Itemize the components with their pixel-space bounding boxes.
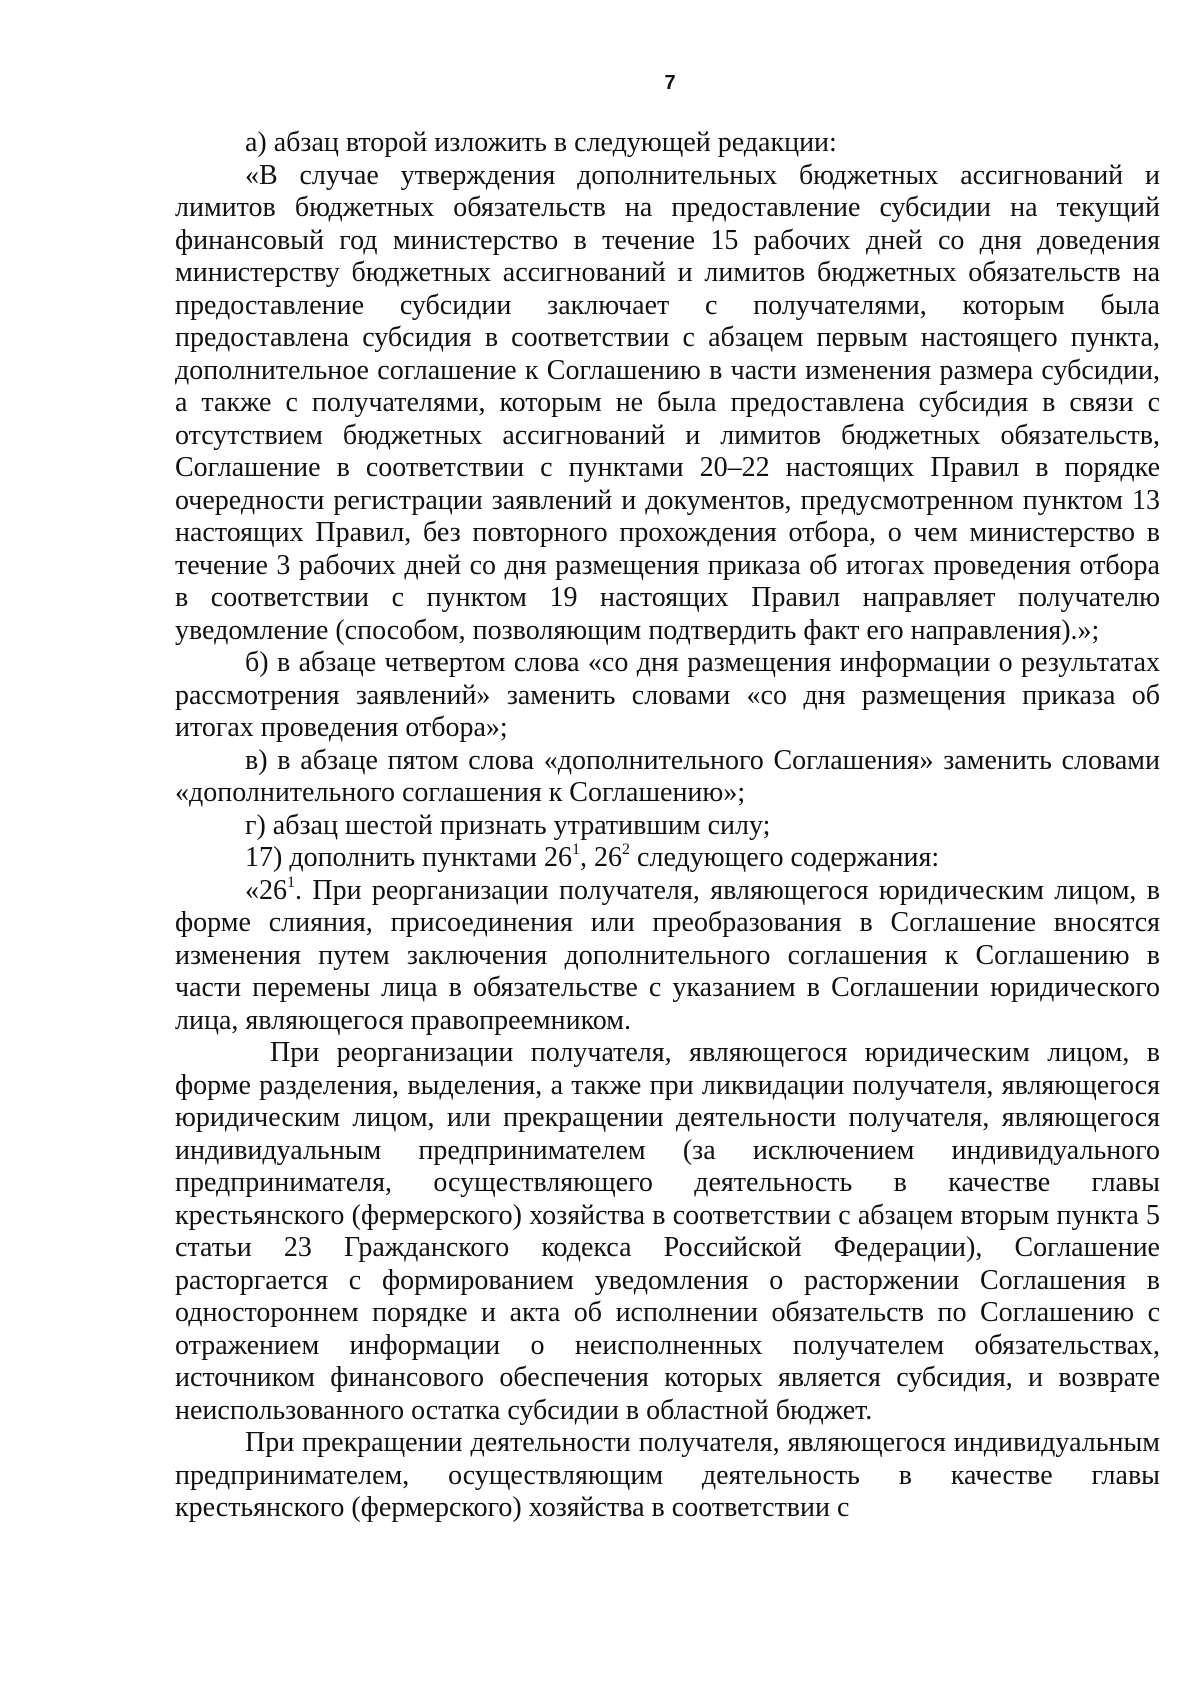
paragraph-quoted-new-text: «В случае утверждения дополнительных бюджетных ассигнований и лимитов бюджетных обязательств на предоставление субсидии на текущий финансовый год министерство в течение 15 рабочих дней со дня доведения министерству бюджетных ассигнований и лимитов бюджетных обязательств на предоставление субсидии заключает с получателями, которым была предоставлена субсидия в соответствии с абзацем первым настоящего пункта, дополнительное соглашение к Соглашению в части изменения размера субсидии, а также с получателями, которым не была предоставлена субсидия в связи с отсутствием бюджетных ассигнований и лимитов бюджетных обязательств, Соглашение в соответствии с пунктами 20–22 настоящих Правил в порядке очередности регистрации заявлений и документов, предусмотренном пунктом 13 настоящих Правил, без повторного прохождения отбора, о чем министерство в течение 3 рабочих дней со дня размещения приказа об итогах проведения отбора в соответствии с пунктом 19 настоящих Правил направляет получателю уведомление (способом, позволяющим подтвердить факт его направления).»;: [175, 159, 1160, 646]
paragraph-b: б) в абзаце четвертом слова «со дня размещения информации о результатах рассмотрения заявлений» заменить словами «со дня размещения приказа об итогах проведения отбора»;: [175, 647, 1160, 743]
paragraph-26-1-text-after: . При реорганизации получателя, являющегося юридическим лицом, в форме слияния, присоединения или преобразования в Соглашение вносятся изменения путем заключения дополнительного соглашения к Соглашению в части перемены лица в обязательстве с указанием в Соглашении юридического лица, являющегося правопреемником.: [175, 874, 1160, 1036]
paragraph-a: а) абзац второй изложить в следующей редакции:: [245, 127, 837, 158]
paragraph-v: в) в абзаце пятом слова «дополнительного Соглашения» заменить словами «дополнительного соглашения к Соглашению»;: [175, 744, 1160, 808]
paragraph-17-text-mid: , 26: [580, 842, 623, 873]
paragraph-26-1: [175, 875, 1160, 1038]
paragraph-17-text-after: следующего содержания:: [630, 842, 940, 873]
paragraph-17-text-before: 17) дополнить пунктами 26: [245, 842, 573, 873]
paragraph-17: [175, 842, 1160, 875]
superscript-1: 1: [572, 841, 581, 858]
paragraph-termination: При прекращении деятельности получателя, являющегося индивидуальным предпринимателем, осуществляющим деятельность в качестве главы крестьянского (фермерского) хозяйства в соответствии с: [175, 1427, 1160, 1523]
page-number: 7: [664, 72, 676, 94]
document-body: [175, 127, 1160, 1525]
paragraph-26-1-text-before: «26: [245, 874, 287, 906]
superscript-2: 2: [622, 841, 631, 858]
paragraph-g: г) абзац шестой признать утратившим силу;: [245, 809, 771, 841]
superscript-1: 1: [287, 873, 295, 891]
paragraph-reorganization: При реорганизации получателя, являющегося юридическим лицом, в форме разделения, выделения, а также при ликвидации получателя, являющегося юридическим лицом, или прекращении деятельности получателя, являющегося индивидуальным предпринимателем (за исключением индивидуального предпринимателя, осуществляющего деятельность в качестве главы крестьянского (фермерского) хозяйства в соответствии с абзацем вторым пункта 5 статьи 23 Гражданского кодекса Российской Федерации), Соглашение расторгается с формированием уведомления о расторжении Соглашения в одностороннем порядке и акта об исполнении обязательств по Соглашению с отражением информации о неисполненных получателем обязательствах, источником финансового обеспечения которых является субсидия, и возврате неиспользованного остатка субсидии в областной бюджет.: [175, 1037, 1160, 1426]
